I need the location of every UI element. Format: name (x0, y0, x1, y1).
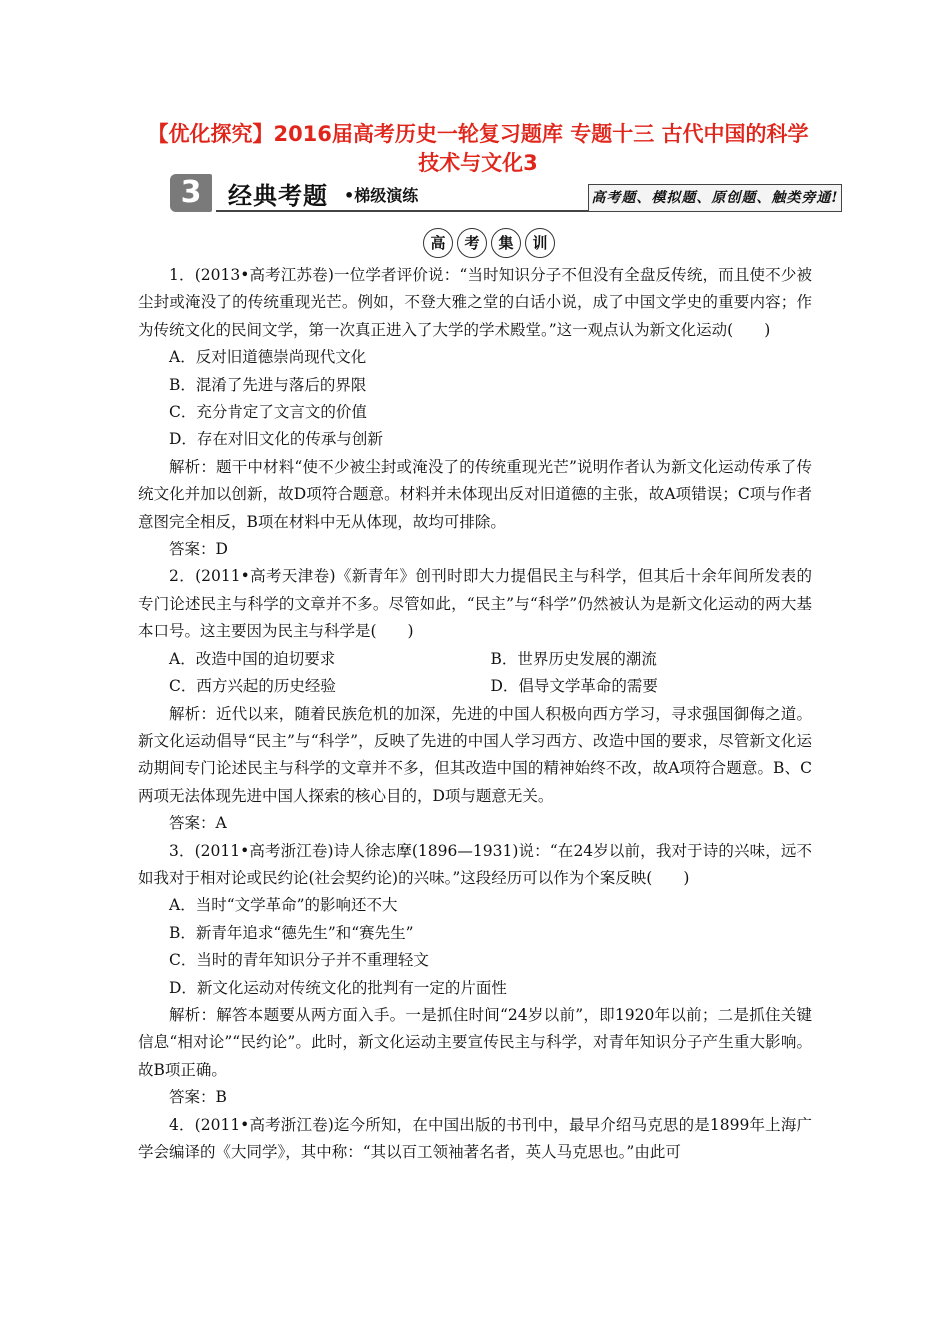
section-tag-char: 训 (525, 228, 555, 258)
banner-main-title: 经典考题 (228, 182, 328, 210)
option-row (138, 646, 812, 673)
question-option: C．西方兴起的历史经验 (169, 677, 336, 696)
banner-number: 3 (180, 175, 202, 210)
question-stem: 2．(2011•高考天津卷)《新青年》创刊时即大力提倡民主与科学，但其后十余年间所发表的专门论述民主与科学的文章并不多。尽管如此，“民主”与“科学”仍然被认为是新文化运动的两大基本口号。这主要因为民主与科学是( ) (138, 567, 812, 641)
section-tag-char: 高 (423, 228, 453, 258)
banner-rule (216, 210, 588, 212)
question-answer: 答案：D (169, 540, 228, 559)
banner-slogan: 高考题、模拟题、原创题、触类旁通! (588, 184, 842, 212)
document-title: 【优化探究】2016届高考历史一轮复习题库 专题十三 古代中国的科学技术与文化3 (147, 122, 809, 175)
question-analysis: 解析：近代以来，随着民族危机的加深，先进的中国人积极向西方学习，寻求强国御侮之道。新文化运动倡导“民主”与“科学”，反映了先进的中国人学习西方、改造中国的要求，尽管新文化运动期间专门论述民主与科学的文章并不多，但其改造中国的精神始终不改，故A项符合题意。B、C两项无法体现先进中国人探索的核心目的，D项与题意无关。 (138, 704, 812, 805)
banner-number-badge (170, 174, 212, 212)
section-tag (423, 228, 555, 258)
question-option: A．反对旧道德崇尚现代文化 (169, 348, 367, 367)
question-option: C．当时的青年知识分子并不重理轻文 (169, 951, 429, 970)
question-answer: 答案：A (169, 814, 227, 833)
option-row (138, 673, 812, 700)
banner-subtitle: •梯级演练 (344, 186, 419, 205)
question-answer: 答案：B (169, 1088, 227, 1107)
section-tag-char: 考 (457, 228, 487, 258)
question-option: D．存在对旧文化的传承与创新 (169, 430, 383, 449)
question-option: D．新文化运动对传统文化的批判有一定的片面性 (169, 978, 507, 997)
question-stem: 3．(2011•高考浙江卷)诗人徐志摩(1896—1931)说：“在24岁以前，我对于诗的兴味，远不如我对于相对论或民约论(社会契约论)的兴味。”这段经历可以作为个案反映( ) (138, 841, 812, 887)
question-stem: 4．(2011•高考浙江卷)迄今所知，在中国出版的书刊中，最早介绍马克思的是1899年上海广学会编译的《大同学》，其中称：“其以百工领袖著名者，英人马克思也。”由此可 (138, 1115, 812, 1161)
question-option: C．充分肯定了文言文的价值 (169, 403, 367, 422)
question-option: B．新青年追求“德先生”和“赛先生” (169, 923, 414, 942)
question-option: A．改造中国的迫切要求 (169, 649, 336, 668)
section-banner (170, 174, 840, 214)
question-option: A．当时“文学革命”的影响还不大 (169, 896, 398, 915)
question-analysis: 解析：解答本题要从两方面入手。一是抓住时间“24岁以前”，即1920年以前；二是抓住关键信息“相对论”“民约论”。此时，新文化运动主要宣传民主与科学，对青年知识分子产生重大影响。故B项正确。 (138, 1005, 812, 1079)
question-stem: 1．(2013•高考江苏卷)一位学者评价说：“当时知识分子不但没有全盘反传统，而且使不少被尘封或淹没了的传统重现光芒。例如，不登大雅之堂的白话小说，成了中国文学史的重要内容；作为传统文化的民间文学，第一次真正进入了大学的学术殿堂。”这一观点认为新文化运动( ) (138, 266, 812, 339)
section-tag-char: 集 (491, 228, 521, 258)
question-analysis: 解析：题干中材料“使不少被尘封或淹没了的传统重现光芒”说明作者认为新文化运动传承了传统文化并加以创新，故D项符合题意。材料并未体现出反对旧道德的主张，故A项错误；C项与作者意图完全相反，B项在材料中无从体现，故均可排除。 (138, 457, 812, 531)
questions-body (138, 262, 812, 1166)
question-option: B．世界历史发展的潮流 (490, 649, 657, 668)
question-option: B．混淆了先进与落后的界限 (169, 375, 367, 394)
question-option: D．倡导文学革命的需要 (490, 677, 658, 696)
